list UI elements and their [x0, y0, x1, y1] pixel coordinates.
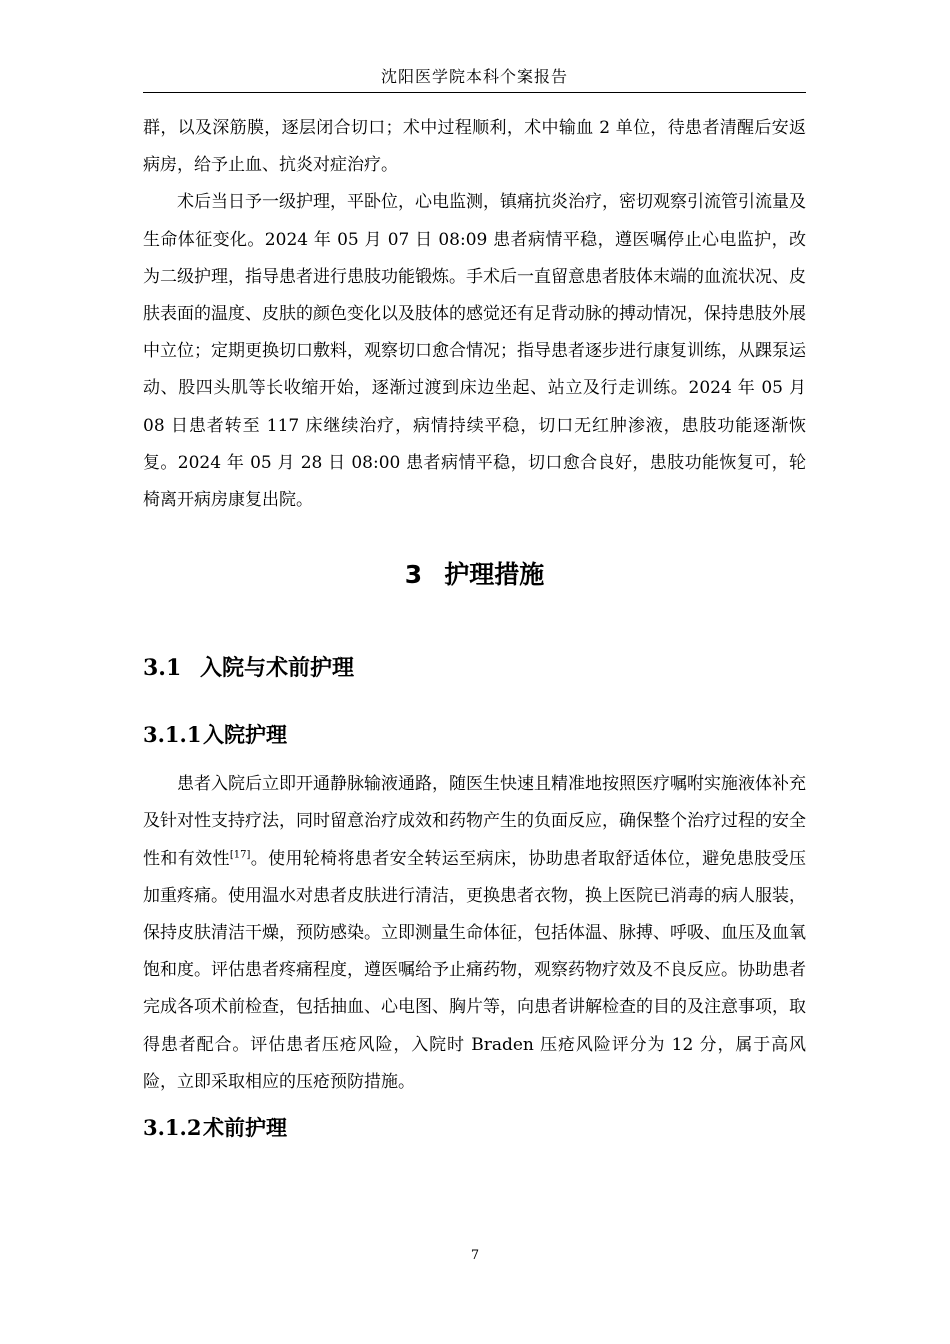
subsection-number: 3.1.2 [143, 1115, 202, 1141]
paragraph-text-part2: 。使用轮椅将患者安全转运至病床，协助患者取舒适体位，避免患肢受压加重疼痛。使用温水对患者皮肤进行清洁，更换患者衣物，换上医院已消毒的病人服装，保持皮肤清洁干燥，预防感染。立即测量生命体征，包括体温、脉搏、呼吸、血压及血氧饱和度。评估患者疼痛程度，遵医嘱给予止痛药物，观察药物疗效及不良反应。协助患者完成各项术前检查，包括抽血、心电图、胸片等，向患者讲解检查的目的及注意事项，取得患者配合。评估患者压疮风险，入院时 Braden 压疮风险评分为 12 分，属于高风险，立即采取相应的压疮预防措施。 [143, 848, 807, 1092]
header-title: 沈阳医学院本科个案报告 [380, 67, 568, 86]
paragraph-postop-course: 术后当日予一级护理，平卧位，心电监测，镇痛抗炎治疗，密切观察引流管引流量及生命体征变化。2024 年 05 月 07 日 08:09 患者病情平稳，遵医嘱停止心电监护，改为二级护理，指导患者进行患肢功能锻炼。手术后一直留意患者肢体末端的血流状况、皮肤表面的温度、皮肤的颜色变化以及肢体的感觉还有足背动脉的搏动情况，保持患肢外展中立位；定期更换切口敷料，观察切口愈合情况；指导患者逐步进行康复训练，从踝泵运动、股四头肌等长收缩开始，逐渐过渡到床边坐起、站立及行走训练。2024 年 05 月 08 日患者转至 117 床继续治疗，病情持续平稳，切口无红肿渗液，患肢功能逐渐恢复。2024 年 05 月 28 日 08:00 患者病情平稳，切口愈合良好，患肢功能恢复可，轮椅离开病房康复出院。 [143, 192, 806, 511]
subsection-heading-admission [143, 718, 806, 752]
subsection-heading-preop [143, 1111, 806, 1145]
subsection-number: 3.1.1 [143, 722, 202, 748]
page-header [143, 62, 806, 93]
chapter-heading [143, 555, 806, 595]
section-number: 3.1 [143, 655, 182, 682]
paragraph-text-part1: 患者入院后立即开通静脉输液通路，随医生快速且精准地按照医疗嘱咐实施液体补充及针对性支持疗法，同时留意治疗成效和药物产生的负面反应，确保整个治疗过程的安全性和有效性 [143, 774, 806, 869]
subsection-title: 术前护理 [203, 1116, 287, 1141]
document-body [143, 110, 806, 1145]
citation-marker: [17] [229, 848, 251, 860]
chapter-title: 护理措施 [444, 560, 545, 590]
section-heading [143, 651, 806, 686]
section-title: 入院与术前护理 [200, 656, 355, 682]
page-number: 7 [470, 1248, 480, 1263]
paragraph-admission-care [143, 766, 806, 1101]
paragraph-continued: 群，以及深筋膜，逐层闭合切口；术中过程顺利，术中输血 2 单位，待患者清醒后安返病房，给予止血、抗炎对症治疗。 [143, 118, 806, 176]
chapter-number: 3 [404, 560, 423, 590]
subsection-title: 入院护理 [203, 723, 287, 748]
